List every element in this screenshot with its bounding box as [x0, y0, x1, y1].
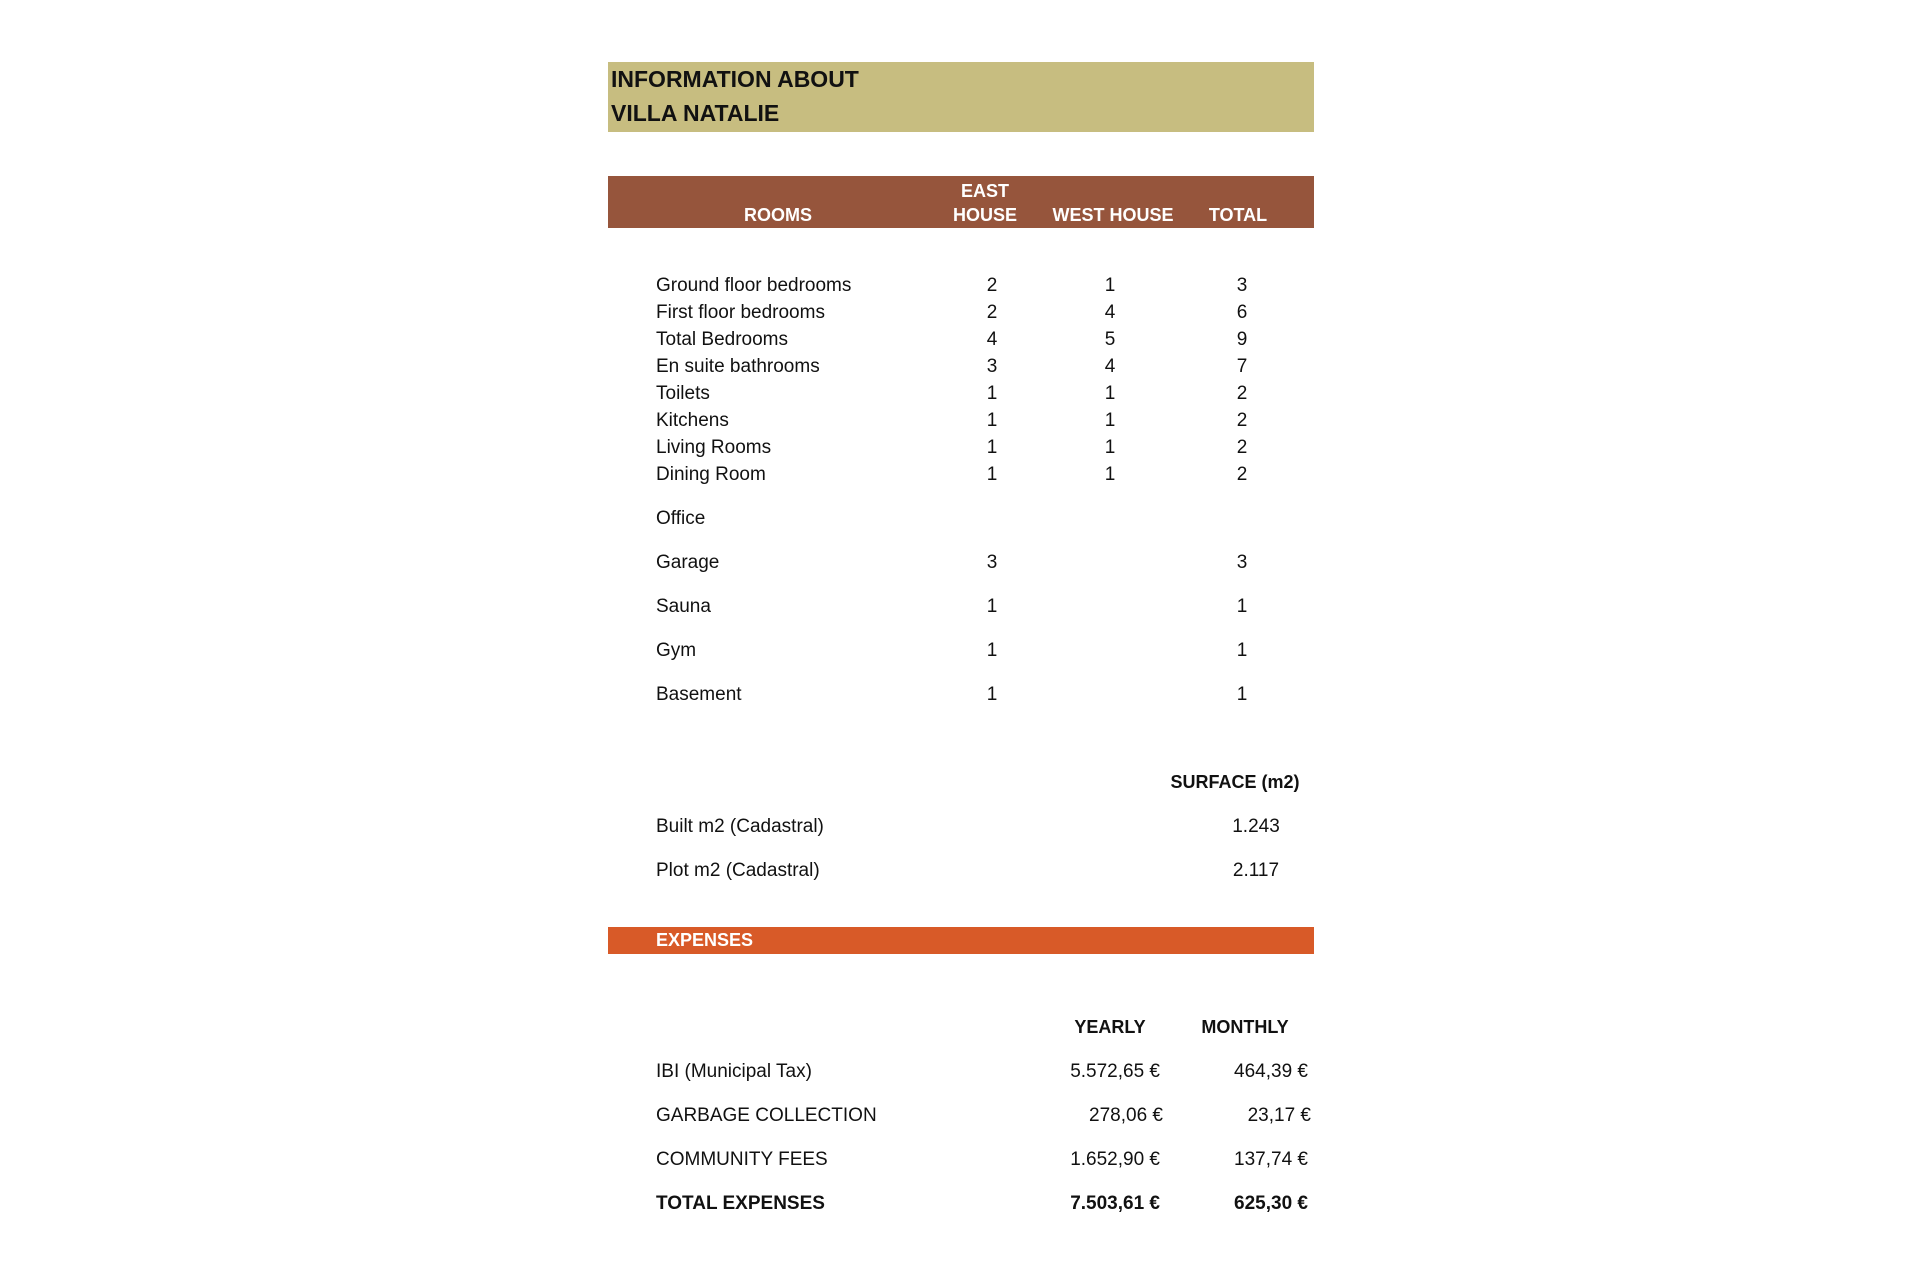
room-label: Office [656, 508, 706, 529]
expense-label: GARBAGE COLLECTION [656, 1105, 877, 1126]
total-value: 7 [1236, 356, 1248, 377]
total-monthly-value: 625,30 € [1234, 1193, 1308, 1214]
rooms-header [608, 176, 1314, 228]
east-house-header-line1: EAST [960, 181, 1009, 201]
west-house-header: WEST HOUSE [1052, 205, 1174, 225]
east-value: 1 [986, 596, 998, 617]
east-value: 4 [986, 329, 998, 350]
surface-label: Built m2 (Cadastral) [656, 816, 824, 837]
yearly-value: 5.572,65 € [1070, 1061, 1160, 1082]
surface-header: SURFACE (m2) [1170, 772, 1300, 792]
west-value: 1 [1104, 275, 1116, 296]
total-value: 1 [1236, 596, 1248, 617]
expenses-band [608, 927, 1314, 954]
west-value: 4 [1104, 356, 1116, 377]
total-value: 9 [1236, 329, 1248, 350]
total-yearly-value: 7.503,61 € [1070, 1193, 1160, 1214]
total-value: 2 [1236, 383, 1248, 404]
rooms-column-header: ROOMS [743, 205, 812, 225]
room-label: Kitchens [656, 410, 729, 431]
yearly-value: 1.652,90 € [1070, 1149, 1160, 1170]
east-value: 1 [986, 464, 998, 485]
total-value: 6 [1236, 302, 1248, 323]
east-value: 1 [986, 410, 998, 431]
east-value: 2 [986, 302, 998, 323]
room-label: Living Rooms [656, 437, 772, 458]
west-value: 1 [1104, 410, 1116, 431]
room-label: Toilets [656, 383, 710, 404]
monthly-header: MONTHLY [1201, 1017, 1289, 1037]
title-line-2: VILLA NATALIE [611, 100, 780, 126]
total-value: 2 [1236, 437, 1248, 458]
room-label: Gym [656, 640, 697, 661]
surface-label: Plot m2 (Cadastral) [656, 860, 820, 881]
east-value: 3 [986, 356, 998, 377]
east-value: 1 [986, 383, 998, 404]
east-value: 1 [986, 437, 998, 458]
total-value: 3 [1236, 275, 1248, 296]
monthly-value: 23,17 € [1247, 1105, 1311, 1126]
west-value: 5 [1104, 329, 1116, 350]
total-value: 1 [1236, 684, 1248, 705]
total-expenses-label: TOTAL EXPENSES [656, 1193, 825, 1214]
total-value: 1 [1236, 640, 1248, 661]
surface-value: 2.117 [1232, 860, 1280, 881]
yearly-header: YEARLY [1074, 1017, 1146, 1037]
east-value: 1 [986, 640, 998, 661]
total-value: 2 [1236, 410, 1248, 431]
west-value: 4 [1104, 302, 1116, 323]
room-label: Sauna [656, 596, 711, 617]
total-value: 2 [1236, 464, 1248, 485]
room-label: First floor bedrooms [656, 302, 825, 323]
west-value: 1 [1104, 437, 1116, 458]
west-value: 1 [1104, 464, 1116, 485]
title-band [608, 62, 1314, 132]
room-label: Total Bedrooms [656, 329, 789, 350]
room-label: Dining Room [656, 464, 766, 485]
east-house-header-line2: HOUSE [952, 205, 1017, 225]
total-value: 3 [1236, 552, 1248, 573]
east-value: 1 [986, 684, 998, 705]
title-line-1: INFORMATION ABOUT [611, 66, 859, 92]
east-value: 2 [986, 275, 998, 296]
monthly-value: 464,39 € [1234, 1061, 1308, 1082]
expenses-band-label: EXPENSES [656, 930, 754, 950]
expense-label: IBI (Municipal Tax) [656, 1061, 812, 1082]
surface-value: 1.243 [1232, 816, 1280, 837]
total-header: TOTAL [1208, 205, 1268, 225]
room-label: Basement [656, 684, 742, 705]
room-label: Garage [656, 552, 720, 573]
room-label: Ground floor bedrooms [656, 275, 852, 296]
expense-label: COMMUNITY FEES [656, 1149, 828, 1170]
room-label: En suite bathrooms [656, 356, 820, 377]
west-value: 1 [1104, 383, 1116, 404]
east-value: 3 [986, 552, 998, 573]
yearly-value: 278,06 € [1089, 1105, 1163, 1126]
monthly-value: 137,74 € [1234, 1149, 1308, 1170]
